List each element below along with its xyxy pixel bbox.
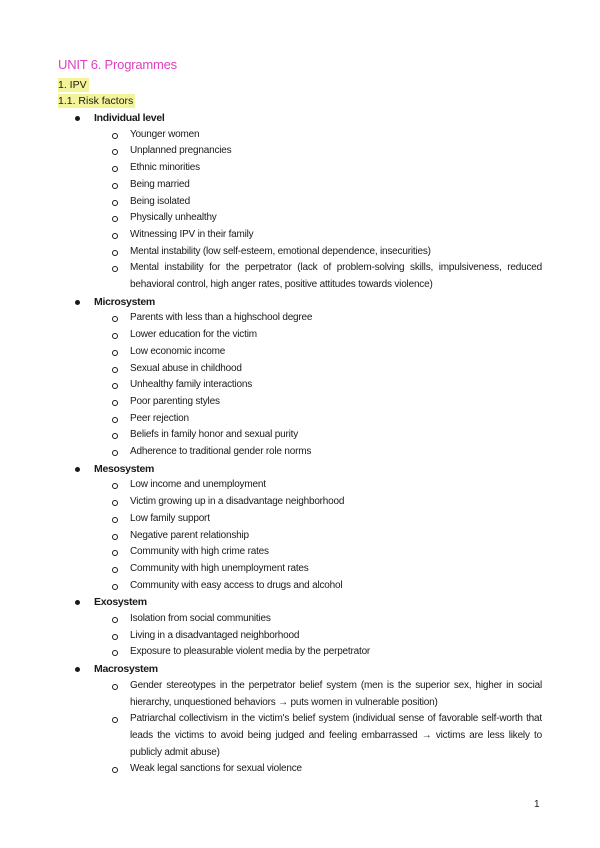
list-item [0,711,542,761]
hollow-bullet-icon [112,717,118,723]
list-item [0,127,542,144]
list-item [0,528,542,545]
section-heading [0,294,600,311]
list-item [0,244,542,261]
list-item [0,310,542,327]
list-item-text: Physically unhealthy [130,212,217,224]
hollow-bullet-icon [112,450,118,456]
list-item-text: Mental instability (low self-esteem, emotional dependence, insecurities) [130,245,431,257]
list-item-text: Lower education for the victim [130,329,257,341]
list-item [0,361,542,378]
hollow-bullet-icon [112,149,118,155]
hollow-bullet-icon [112,584,118,590]
list-item [0,644,542,661]
list-item [0,160,542,177]
page-title: UNIT 6. Programmes [58,57,177,72]
section-macrosystem [0,661,600,778]
section-heading [0,661,600,678]
section-microsystem [0,294,600,461]
heading-risk-factors: 1.1. Risk factors [58,95,134,107]
list-item [0,477,542,494]
hollow-bullet-icon [112,200,118,206]
section-label: Macrosystem [94,663,158,676]
hollow-bullet-icon [112,650,118,656]
list-item [0,411,542,428]
list-item-text: Being married [130,178,190,190]
list-item [0,628,542,645]
hollow-bullet-icon [112,367,118,373]
hollow-bullet-icon [112,350,118,356]
list-item [0,377,542,394]
hollow-bullet-icon [112,483,118,489]
list-item-text: Beliefs in family honor and sexual purity [130,429,299,441]
list-item-text: Unhealthy family interactions [130,379,253,391]
hollow-bullet-icon [112,417,118,423]
section-heading [0,594,600,611]
list-item-text: Ethnic minorities [130,162,200,174]
hollow-bullet-icon [112,500,118,506]
section-heading [0,461,600,478]
hollow-bullet-icon [112,534,118,540]
list-item-text: Peer rejection [130,412,189,424]
filled-bullet-icon [75,300,80,305]
hollow-bullet-icon [112,517,118,523]
hollow-bullet-icon [112,266,118,272]
list-item-text: Low family support [130,512,210,524]
list-item-text: Low economic income [130,345,226,357]
hollow-bullet-icon [112,400,118,406]
filled-bullet-icon [75,116,80,121]
list-item-text: Community with easy access to drugs and alcohol [130,579,343,591]
list-item-text: Victim growing up in a disadvantage neighborhood [130,496,345,508]
list-item [0,544,542,561]
list-item-text: Adherence to traditional gender role norms [130,446,312,458]
list-item-text: Low income and unemployment [130,479,266,491]
hollow-bullet-icon [112,183,118,189]
hollow-bullet-icon [112,617,118,623]
list-item [0,761,542,778]
hollow-bullet-icon [112,567,118,573]
hollow-bullet-icon [112,684,118,690]
list-item-text: Isolation from social communities [130,613,271,625]
hollow-bullet-icon [112,216,118,222]
list-item [0,394,542,411]
filled-bullet-icon [75,600,80,605]
section-exosystem [0,594,600,661]
hollow-bullet-icon [112,383,118,389]
list-item [0,444,542,461]
section-individual-level [0,110,600,294]
list-item [0,260,542,293]
list-item [0,143,542,160]
list-item-text: Unplanned pregnancies [130,145,232,157]
list-item [0,427,542,444]
list-item [0,678,542,711]
hollow-bullet-icon [112,433,118,439]
hollow-bullet-icon [112,250,118,256]
hollow-bullet-icon [112,133,118,139]
risk-factor-list [0,110,600,778]
list-item-text: Gender stereotypes in the perpetrator belief system (men is the superior sex, higher in social hierarchy, unquestioned behaviors → puts women in vulnerable position) [130,679,542,708]
list-item [0,511,542,528]
hollow-bullet-icon [112,634,118,640]
filled-bullet-icon [75,667,80,672]
list-item-text: Community with high crime rates [130,546,269,558]
hollow-bullet-icon [112,316,118,322]
list-item-text: Being isolated [130,195,191,207]
hollow-bullet-icon [112,333,118,339]
list-item-text: Witnessing IPV in their family [130,228,254,240]
hollow-bullet-icon [112,233,118,239]
list-item-text: Parents with less than a highschool degree [130,312,313,324]
page-number: 1 [534,799,540,810]
section-label: Mesosystem [94,462,155,475]
section-mesosystem [0,461,600,595]
list-item-text: Weak legal sanctions for sexual violence [130,763,302,775]
section-label: Microsystem [94,295,155,308]
section-label: Individual level [94,112,165,124]
list-item-text: Patriarchal collectivism in the victim's belief system (individual sense of favorable self-worth that leads the victims to avoid being judged and feeling embarrassed → victims are less likely to publicly admit abuse) [130,713,542,758]
list-item [0,327,542,344]
hollow-bullet-icon [112,550,118,556]
list-item-text: Negative parent relationship [130,529,249,541]
list-item [0,194,542,211]
list-item [0,494,542,511]
list-item [0,177,542,194]
filled-bullet-icon [75,467,80,472]
list-item [0,344,542,361]
list-item-text: Poor parenting styles [130,395,220,407]
list-item [0,611,542,628]
list-item [0,561,542,578]
list-item [0,227,542,244]
section-heading [0,110,600,127]
section-label: Exosystem [94,596,147,609]
heading-ipv: 1. IPV [58,79,87,91]
list-item-text: Sexual abuse in childhood [130,362,242,374]
hollow-bullet-icon [112,166,118,172]
list-item-text: Younger women [130,128,200,140]
list-item-text: Living in a disadvantaged neighborhood [130,629,300,641]
list-item-text: Community with high unemployment rates [130,562,309,574]
hollow-bullet-icon [112,767,118,773]
list-item [0,578,542,595]
list-item [0,210,542,227]
list-item-text: Exposure to pleasurable violent media by the perpetrator [130,646,371,658]
list-item-text: Mental instability for the perpetrator (lack of problem-solving skills, impulsiveness, reduced behavioral control, high anger rates, positive attitudes towards violence) [130,262,542,291]
